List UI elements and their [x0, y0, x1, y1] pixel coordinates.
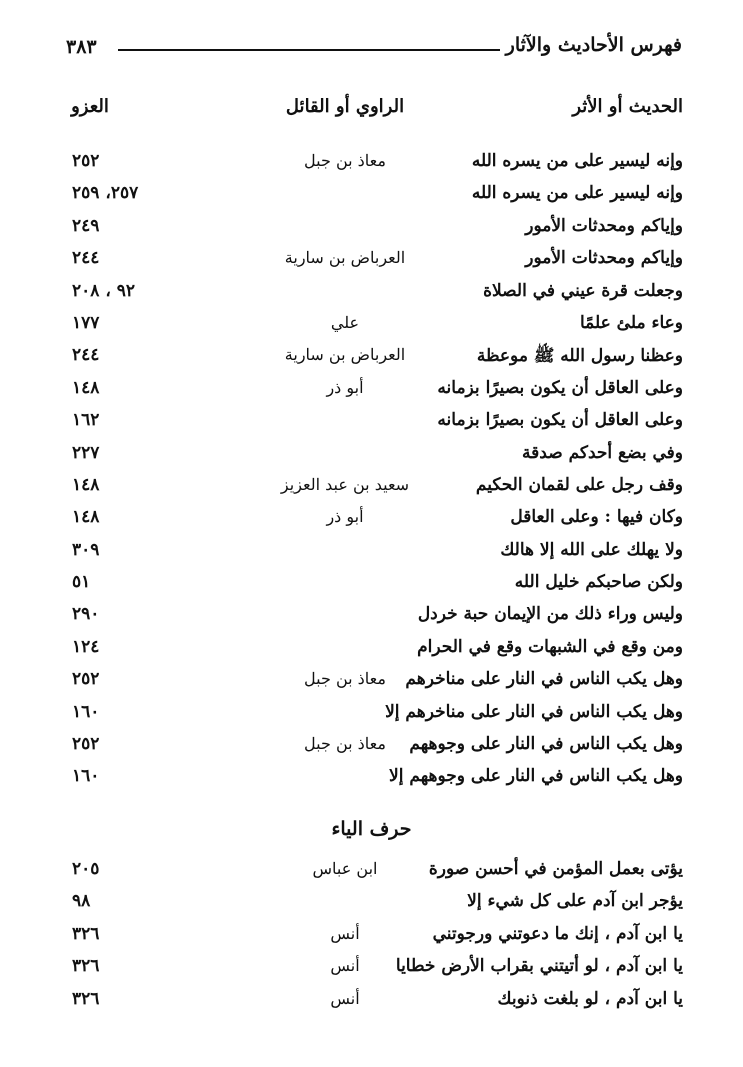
list-item [60, 666, 683, 698]
hadith-text: يا ابن آدم ، لو أتيتني بقراب الأرض خطايا [395, 956, 683, 977]
list-item [60, 601, 683, 633]
page-reference: ١٤٨ [72, 507, 100, 528]
narrator: أبو ذر [326, 377, 364, 397]
hadith-text: يا ابن آدم ، إنك ما دعوتني ورجوتني [432, 923, 683, 944]
narrator: سعيد بن عبد العزيز [280, 474, 410, 494]
list-item [60, 407, 683, 439]
column-header-narrator: الراوي أو القائل [285, 96, 405, 117]
hadith-text: وعاء ملئ علمًا [579, 312, 683, 333]
narrator: ابن عباس [312, 859, 378, 878]
hadith-text: وفي بضع أحدكم صدقة [522, 442, 683, 463]
hadith-text: وهل يكب الناس في النار على وجوههم إلا [389, 766, 683, 787]
page-reference: ٣٢٦ [72, 956, 100, 977]
hadith-text: وقف رجل على لقمان الحكيم [475, 474, 683, 495]
narrator: أبو ذر [326, 507, 364, 527]
list-item [60, 634, 683, 666]
page-reference: ١٦٢ [72, 410, 100, 431]
list-item [60, 310, 683, 342]
page-reference: ٩٢ ، ٢٠٨ [72, 280, 135, 301]
list-item [60, 569, 683, 601]
hadith-list [60, 148, 683, 796]
page-reference: ٩٨ [72, 891, 91, 912]
list-item [60, 245, 683, 277]
list-item [60, 731, 683, 763]
hadith-text: وإياكم ومحدثات الأمور [525, 248, 683, 269]
page-reference: ٢٥٧، ٢٥٩ [72, 183, 139, 204]
hadith-text: وجعلت قرة عيني في الصلاة [483, 280, 683, 301]
hadith-text: وليس وراء ذلك من الإيمان حبة خردل [417, 604, 683, 625]
narrator: أنس [330, 923, 360, 943]
list-item [60, 148, 683, 180]
page-reference: ٢٤٤ [72, 248, 100, 269]
list-item [60, 699, 683, 731]
narrator: أنس [330, 956, 360, 976]
page-reference: ١٤٨ [72, 474, 100, 495]
page-reference: ٢٥٢ [72, 734, 100, 755]
column-header-text: الحديث أو الأثر [572, 96, 683, 117]
page-reference: ٢٥٢ [72, 669, 100, 690]
hadith-text: يؤتى بعمل المؤمن في أحسن صورة [428, 859, 683, 879]
narrator: علي [330, 312, 360, 332]
hadith-text: ولا يهلك على الله إلا هالك [500, 539, 683, 560]
list-item [60, 888, 683, 920]
list-item [60, 342, 683, 374]
list-item [60, 180, 683, 212]
page-reference: ١٢٤ [72, 636, 100, 657]
hadith-text: وإياكم ومحدثات الأمور [525, 215, 683, 236]
hadith-text: وإنه ليسير على من يسره الله [471, 151, 683, 171]
narrator: العرباض بن سارية [284, 248, 406, 268]
page-reference: ٢٢٧ [72, 442, 100, 463]
header-rule [118, 49, 500, 51]
hadith-text: يؤجر ابن آدم على كل شيء إلا [467, 891, 683, 912]
narrator: معاذ بن جبل [304, 669, 386, 689]
list-item [60, 472, 683, 504]
page-reference: ٣٢٦ [72, 988, 100, 1009]
list-item [60, 213, 683, 245]
page-reference: ٢٥٢ [72, 151, 100, 171]
hadith-text: ولكن صاحبكم خليل الله [514, 572, 683, 593]
page-reference: ٥١ [72, 572, 91, 593]
hadith-text: وإنه ليسير على من يسره الله [471, 183, 683, 204]
hadith-text: وعلى العاقل أن يكون بصيرًا بزمانه [437, 377, 683, 398]
header-title: فهرس الأحاديث والآثار [505, 34, 682, 56]
list-item [60, 375, 683, 407]
narrator: معاذ بن جبل [304, 151, 386, 170]
hadith-text: وهل يكب الناس في النار على وجوههم [409, 734, 683, 755]
list-item [60, 856, 683, 888]
list-item [60, 763, 683, 795]
page-reference: ١٧٧ [72, 312, 100, 333]
page-reference: ٣٢٦ [72, 923, 100, 944]
page-number: ٣٨٣ [66, 36, 97, 58]
page-reference: ٢٤٤ [72, 345, 100, 366]
hadith-text: وهل يكب الناس في النار على مناخرهم [405, 669, 683, 690]
hadith-text: وعظنا رسول الله ﷺ موعظة [476, 346, 683, 367]
page-reference: ٢٩٠ [72, 604, 100, 625]
narrator: العرباض بن سارية [284, 345, 406, 365]
page-reference: ١٦٠ [72, 766, 100, 787]
hadith-text: يا ابن آدم ، لو بلغت ذنوبك [497, 988, 683, 1009]
hadith-list-section [60, 856, 683, 1018]
page-reference: ٣٠٩ [72, 539, 100, 560]
column-headers [60, 96, 683, 126]
hadith-text: وكان فيها : وعلى العاقل [510, 507, 683, 528]
narrator: أنس [330, 988, 360, 1008]
narrator: معاذ بن جبل [304, 734, 386, 754]
list-item [60, 537, 683, 569]
list-item [60, 278, 683, 310]
page-reference: ٢٠٥ [72, 859, 100, 879]
list-item [60, 440, 683, 472]
page-reference: ١٤٨ [72, 377, 100, 398]
list-item [60, 953, 683, 985]
list-item [60, 504, 683, 536]
hadith-text: ومن وقع في الشبهات وقع في الحرام [417, 636, 683, 657]
list-item [60, 921, 683, 953]
hadith-text: وهل يكب الناس في النار على مناخرهم إلا [385, 701, 683, 722]
section-title: حرف الياء [331, 818, 412, 840]
column-header-reference: العزو [71, 96, 109, 117]
page-reference: ٢٤٩ [72, 215, 100, 236]
running-header [66, 34, 682, 64]
page-reference: ١٦٠ [72, 701, 100, 722]
list-item [60, 986, 683, 1018]
hadith-text: وعلى العاقل أن يكون بصيرًا بزمانه [437, 410, 683, 431]
